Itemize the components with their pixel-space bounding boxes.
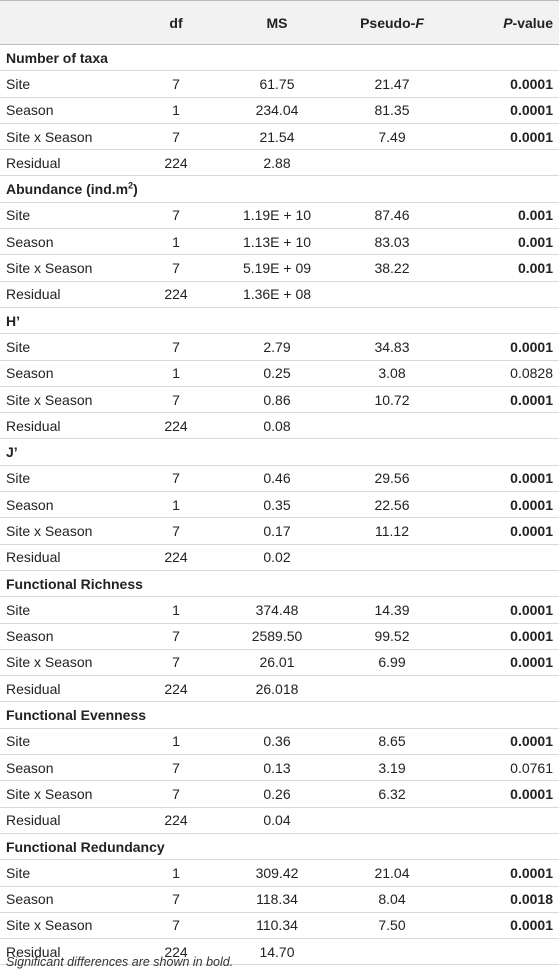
group-title-text: H’ [6,312,20,329]
table-row [0,912,559,938]
cell-p-value [452,281,559,307]
cell-pseudo-f: 14.39 [332,597,452,623]
table-row [0,465,559,491]
group-row [0,307,559,333]
cell-p-value [452,676,559,702]
table-row [0,623,559,649]
header-p-italic: P [503,14,513,31]
table-row [0,597,559,623]
cell-ms: 0.02 [222,544,332,570]
cell-source: Residual [0,544,130,570]
cell-df: 7 [130,755,222,781]
cell-p-value [452,544,559,570]
table-row [0,518,559,544]
cell-source: Residual [0,281,130,307]
cell-df: 7 [130,623,222,649]
header-pseudo-f [332,1,452,45]
cell-df: 1 [130,728,222,754]
cell-p-value: 0.0001 [452,860,559,886]
cell-p-value: 0.0828 [452,360,559,386]
cell-p-value [452,807,559,833]
table-row [0,202,559,228]
header-df: df [130,1,222,45]
cell-pseudo-f: 8.04 [332,886,452,912]
cell-pseudo-f [332,544,452,570]
cell-p-value: 0.0001 [452,123,559,149]
cell-df: 1 [130,97,222,123]
table-row [0,97,559,123]
cell-p-value [452,150,559,176]
group-title [0,45,559,71]
footnote: Significant differences are shown in bold. [6,955,234,969]
table-body [0,45,559,965]
table-row [0,676,559,702]
cell-p-value: 0.0001 [452,781,559,807]
cell-ms: 309.42 [222,860,332,886]
table-row [0,123,559,149]
cell-df: 7 [130,123,222,149]
cell-p-value [452,939,559,965]
cell-df: 1 [130,492,222,518]
cell-pseudo-f: 29.56 [332,465,452,491]
cell-df: 7 [130,465,222,491]
cell-df: 7 [130,781,222,807]
cell-ms: 0.25 [222,360,332,386]
cell-df: 7 [130,255,222,281]
cell-source: Residual [0,939,130,965]
cell-df: 7 [130,912,222,938]
cell-ms: 0.36 [222,728,332,754]
group-title-text: Functional Evenness [6,707,147,724]
cell-source: Residual [0,150,130,176]
table-row [0,71,559,97]
cell-df: 7 [130,886,222,912]
group-title [0,307,559,333]
table-row [0,807,559,833]
header-row [0,1,559,45]
cell-pseudo-f: 21.04 [332,860,452,886]
cell-df: 224 [130,676,222,702]
cell-source: Site x Season [0,649,130,675]
cell-source: Site [0,465,130,491]
table-row [0,360,559,386]
cell-p-value: 0.001 [452,202,559,228]
header-pseudo-f-prefix: Pseudo- [360,14,416,31]
cell-df: 7 [130,518,222,544]
cell-ms: 14.70 [222,939,332,965]
cell-source: Site [0,860,130,886]
cell-source: Season [0,97,130,123]
cell-ms: 0.08 [222,413,332,439]
cell-ms: 5.19E + 09 [222,255,332,281]
group-title [0,570,559,596]
cell-ms: 234.04 [222,97,332,123]
cell-pseudo-f: 99.52 [332,623,452,649]
cell-df: 224 [130,281,222,307]
table-row [0,386,559,412]
cell-ms: 61.75 [222,71,332,97]
cell-source: Site x Season [0,518,130,544]
cell-df: 224 [130,413,222,439]
cell-pseudo-f [332,281,452,307]
cell-source: Season [0,886,130,912]
cell-df: 224 [130,544,222,570]
group-title-text: Functional Richness [6,575,143,592]
cell-p-value: 0.0001 [452,334,559,360]
cell-p-value: 0.0001 [452,492,559,518]
cell-p-value: 0.0001 [452,912,559,938]
cell-pseudo-f: 7.50 [332,912,452,938]
cell-p-value: 0.001 [452,255,559,281]
cell-pseudo-f: 83.03 [332,229,452,255]
table-row [0,281,559,307]
group-title-text: Number of taxa [6,49,108,66]
header-p-suffix: -value [512,14,553,31]
cell-source: Site [0,597,130,623]
table-row [0,649,559,675]
table-row [0,755,559,781]
cell-source: Season [0,492,130,518]
cell-pseudo-f [332,413,452,439]
table-row [0,886,559,912]
cell-pseudo-f [332,150,452,176]
cell-pseudo-f: 7.49 [332,123,452,149]
cell-p-value: 0.0001 [452,465,559,491]
group-title-superscript: 2 [128,180,134,191]
cell-source: Site [0,71,130,97]
cell-ms: 118.34 [222,886,332,912]
cell-source: Site x Season [0,123,130,149]
cell-df: 7 [130,71,222,97]
group-row [0,176,559,202]
cell-df: 7 [130,334,222,360]
cell-source: Season [0,755,130,781]
cell-source: Residual [0,676,130,702]
cell-pseudo-f: 81.35 [332,97,452,123]
cell-ms: 1.36E + 08 [222,281,332,307]
cell-pseudo-f: 34.83 [332,334,452,360]
cell-pseudo-f: 8.65 [332,728,452,754]
cell-ms: 110.34 [222,912,332,938]
cell-source: Site x Season [0,386,130,412]
cell-ms: 0.26 [222,781,332,807]
cell-ms: 374.48 [222,597,332,623]
group-row [0,570,559,596]
cell-source: Site x Season [0,781,130,807]
cell-ms: 0.17 [222,518,332,544]
cell-ms: 0.13 [222,755,332,781]
cell-p-value: 0.0001 [452,518,559,544]
table-row [0,544,559,570]
cell-pseudo-f: 11.12 [332,518,452,544]
cell-df: 1 [130,360,222,386]
cell-pseudo-f: 10.72 [332,386,452,412]
group-row [0,45,559,71]
group-row [0,702,559,728]
cell-p-value [452,413,559,439]
cell-df: 224 [130,150,222,176]
cell-pseudo-f: 3.19 [332,755,452,781]
cell-ms: 0.86 [222,386,332,412]
table-row [0,492,559,518]
cell-pseudo-f: 6.32 [332,781,452,807]
cell-ms: 0.04 [222,807,332,833]
cell-p-value: 0.0001 [452,97,559,123]
cell-pseudo-f [332,939,452,965]
cell-df: 224 [130,807,222,833]
cell-ms: 2.88 [222,150,332,176]
cell-pseudo-f: 3.08 [332,360,452,386]
cell-df: 7 [130,202,222,228]
cell-source: Site x Season [0,255,130,281]
group-title-text: Abundance (ind.m [6,181,129,198]
cell-df: 1 [130,860,222,886]
table-row [0,413,559,439]
cell-df: 7 [130,386,222,412]
cell-ms: 21.54 [222,123,332,149]
cell-pseudo-f: 21.47 [332,71,452,97]
table-row [0,781,559,807]
cell-pseudo-f: 22.56 [332,492,452,518]
cell-source: Site [0,728,130,754]
cell-p-value: 0.0001 [452,728,559,754]
header-p-value [452,1,559,45]
cell-p-value: 0.0001 [452,623,559,649]
cell-p-value: 0.0001 [452,597,559,623]
cell-ms: 1.13E + 10 [222,229,332,255]
cell-source: Site x Season [0,912,130,938]
cell-df: 224 [130,939,222,965]
table-row [0,150,559,176]
cell-source: Site [0,202,130,228]
group-title [0,176,559,202]
table-row [0,728,559,754]
group-row [0,833,559,859]
cell-df: 7 [130,649,222,675]
cell-ms: 2589.50 [222,623,332,649]
group-title [0,702,559,728]
table-row [0,229,559,255]
cell-p-value: 0.0001 [452,386,559,412]
table-header [0,1,559,45]
cell-source: Site [0,334,130,360]
cell-source: Residual [0,413,130,439]
cell-pseudo-f: 38.22 [332,255,452,281]
group-title-end: ) [133,181,138,198]
cell-ms: 0.46 [222,465,332,491]
cell-ms: 26.01 [222,649,332,675]
cell-ms: 2.79 [222,334,332,360]
cell-pseudo-f [332,807,452,833]
cell-pseudo-f [332,676,452,702]
table-row [0,255,559,281]
group-title [0,439,559,465]
cell-df: 1 [130,597,222,623]
cell-source: Season [0,623,130,649]
group-title [0,833,559,859]
header-pseudo-f-italic: F [415,14,424,31]
cell-df: 1 [130,229,222,255]
cell-p-value: 0.0001 [452,649,559,675]
cell-ms: 1.19E + 10 [222,202,332,228]
cell-ms: 26.018 [222,676,332,702]
cell-p-value: 0.0001 [452,71,559,97]
cell-source: Residual [0,807,130,833]
group-title-text: Functional Redundancy [6,838,165,855]
header-source [0,1,130,45]
cell-pseudo-f: 87.46 [332,202,452,228]
table-row [0,334,559,360]
cell-p-value: 0.001 [452,229,559,255]
cell-ms: 0.35 [222,492,332,518]
cell-p-value: 0.0761 [452,755,559,781]
group-row [0,439,559,465]
cell-source: Season [0,229,130,255]
table-row [0,860,559,886]
header-ms: MS [222,1,332,45]
group-title-text: J’ [6,444,18,461]
cell-p-value: 0.0018 [452,886,559,912]
cell-source: Season [0,360,130,386]
cell-pseudo-f: 6.99 [332,649,452,675]
